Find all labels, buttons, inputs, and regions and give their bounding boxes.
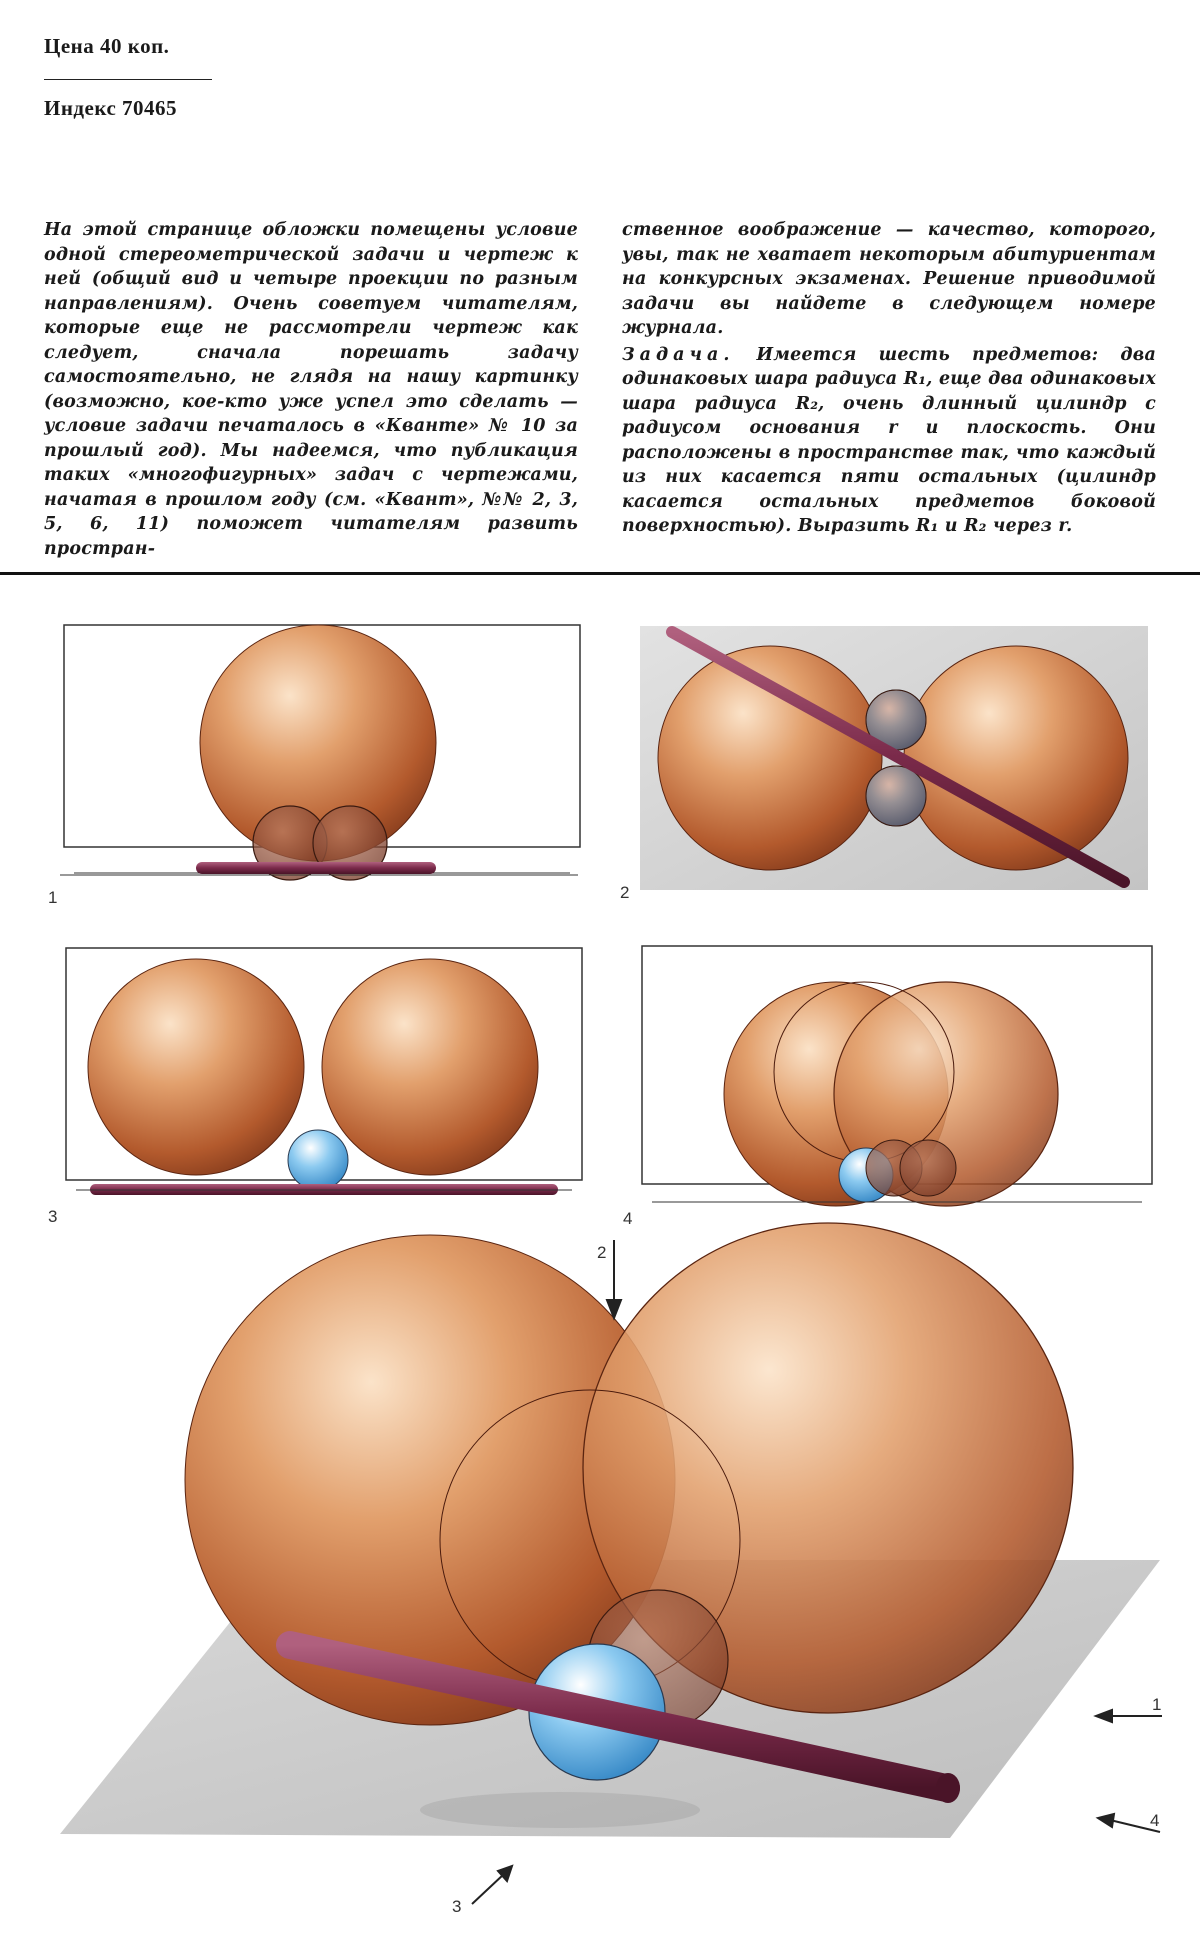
article-paragraph-intro: На этой странице обложки помещены условие одной стереометрической задачи и чертеж к ней (общий вид и четыре проекции по разным направлениям). Очень советуем читателям, которые еще не рассмотрели чертеж как следует, сначала порешать задачу самостоятельно, не глядя на нашу картинку (возможно, кое-кто уже успел это сделать — условие задачи печаталось в «Кванте» № 10 за прошлый год). Мы надеемся, что публикация таких «многофигурных» задач с чертежами, начатая в прошлом году (см. «Квант», №№ 2, 3, 5, 6, 11) поможет читателям развить простран- [44,220,578,559]
article-text [44,218,1156,559]
arrow-label-1: 1 [1152,1695,1162,1714]
price-label: Цена 40 коп. [44,34,170,58]
view-label-1: 1 [48,888,58,907]
section-divider [0,572,1200,575]
view-panel-1 [60,625,580,880]
view-label-2: 2 [620,883,630,902]
header [44,34,214,121]
index-label: Индекс 70465 [44,96,178,120]
header-rule [44,79,212,80]
view-panel-4 [642,946,1152,1206]
article-column-right [622,218,1156,534]
view-panel-3 [66,948,582,1195]
view-label-4: 4 [623,1209,633,1228]
arrow-label-3: 3 [452,1897,462,1916]
figures-illustration [0,600,1200,1933]
task-label: Задача. [622,344,735,365]
task-text: Имеется шесть предметов: два одинаковых шара радиуса R₁, еще два одинаковых шара радиуса R₂, очень длинный цилиндр с радиусом основания r и плоскость. Они расположены в пространстве так, что каждый из них касается пяти остальных (цилиндр касается остальных предметов боковой поверхностью). Выразить R₁ и R₂ через r. [622,344,1156,536]
task-paragraph [622,343,1156,539]
cylinder-rod [196,862,436,874]
view-panel-2 [640,626,1148,890]
arrow-label-2: 2 [597,1243,607,1262]
general-view [60,1223,1160,1838]
article-paragraph-continued: ственное воображение — качество, которого, увы, так не хватает некоторым абитуриентам на конкурсных экзаменах. Решение приводимой задачи вы найдете в следующем номере журнала. [622,220,1156,338]
view-label-3: 3 [48,1207,58,1226]
arrow-label-4: 4 [1150,1811,1160,1830]
article-column-left [44,218,578,559]
